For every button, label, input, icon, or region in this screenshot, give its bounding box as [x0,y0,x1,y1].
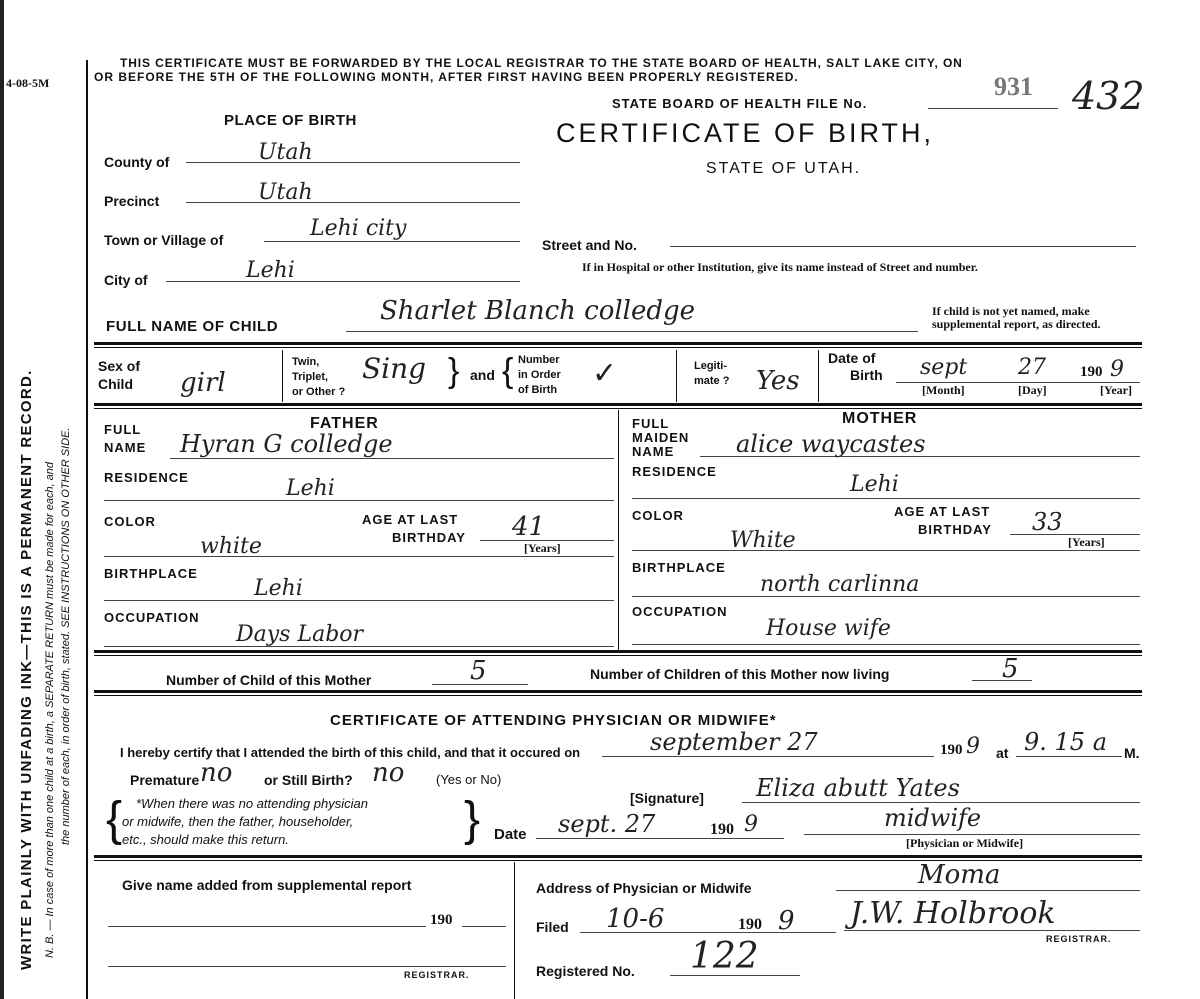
registered-label: Registered No. [536,963,635,979]
hospital-note: If in Hospital or other Institution, give its name instead of Street and number. [582,260,978,274]
legit-value: Yes [756,366,800,396]
father-birthplace-label: BIRTHPLACE [104,566,198,581]
mother-residence-value: Lehi [850,472,899,497]
county-label: County of [104,154,170,170]
sex-value: girl [180,368,226,398]
still-birth-value: no [372,758,405,788]
dob-label-1: Date of [828,350,876,366]
father-heading: FATHER [310,415,379,432]
legit-label-1: Legiti- [694,360,727,372]
cert-year-prefix: 190 [940,742,963,758]
twin-label-1: Twin, [292,356,320,368]
children-living-label: Number of Children of this Mother now living [590,666,890,682]
father-name-value: Hyran G colledge [180,430,393,458]
date-value: sept. 27 [558,810,656,838]
street-label: Street and No. [542,237,637,253]
premature-value: no [200,758,233,788]
child-name-label: FULL NAME OF CHILD [106,318,279,335]
city-label: City of [104,272,148,288]
mother-color-value: White [730,528,796,553]
filed-year-value: 9 [778,906,795,936]
mother-color-label: COLOR [632,508,684,523]
order-label-2: in Order [518,369,561,381]
father-name-label-1: FULL [104,422,142,437]
premature-label: Premature [130,772,200,788]
still-birth-label: or Still Birth? [264,772,353,788]
year-caption: [Year] [1100,383,1132,397]
instruction-line-1: THIS CERTIFICATE MUST BE FORWARDED BY THE LOCAL REGISTRAR TO THE STATE BOARD OF HEALTH, SALT LAKE CITY, ON [120,56,963,70]
and-label: and [470,367,495,383]
precinct-value: Utah [258,180,313,205]
mother-age-label-1: AGE AT LAST [894,504,991,519]
child-number-value: 5 [470,656,487,686]
instruction-line-2: OR BEFORE THE 5TH OF THE FOLLOWING MONTH, AFTER FIRST HAVING BEEN PROPERLY REGISTERED. [94,70,799,84]
role-value: midwife [884,804,982,832]
father-age-label-2: BIRTHDAY [392,530,466,545]
file-handwritten: 432 [1072,74,1145,118]
registrar-signature: J.W. Holbrook [850,896,1056,931]
order-label-1: Number [518,354,560,366]
address-value: Moma [918,860,1001,890]
day-caption: [Day] [1018,383,1047,397]
sex-label-1: Sex of [98,358,141,374]
month-caption: [Month] [922,383,965,397]
mother-heading: MOTHER [842,410,918,427]
mother-residence-label: RESIDENCE [632,464,717,479]
certificate-subtitle: STATE OF UTAH. [706,160,862,177]
registrar-caption-right: REGISTRAR. [1046,934,1112,944]
registrar-caption-left: REGISTRAR. [404,970,470,980]
father-years-caption: [Years] [524,541,561,555]
child-number-label: Number of Child of this Mother [166,672,372,688]
certify-text: I hereby certify that I attended the birth of this child, and that it occured on [120,745,581,760]
legit-label-2: mate ? [694,375,730,387]
children-living-value: 5 [1002,654,1019,684]
order-label-3: of Birth [518,384,558,396]
role-caption: [Physician or Midwife] [906,836,1024,850]
mother-occupation-label: OCCUPATION [632,604,728,619]
mother-name-value: alice waycastes [736,430,926,458]
mother-birthplace-label: BIRTHPLACE [632,560,726,575]
margin-note-2: the number of each, in order of birth, stated. SEE INSTRUCTIONS ON OTHER SIDE. [60,427,72,845]
supplemental-year: 190 [430,912,453,928]
mother-name-label-1: FULL [632,416,670,431]
physician-heading: CERTIFICATE OF ATTENDING PHYSICIAN OR MIDWIFE* [330,712,777,729]
form-code: 4-08-5M [6,76,50,90]
name-note-2: supplemental report, as directed. [932,317,1101,331]
mother-age-label-2: BIRTHDAY [918,522,992,537]
mother-years-caption: [Years] [1068,535,1105,549]
father-birthplace-value: Lehi [254,576,303,601]
father-age-label-1: AGE AT LAST [362,512,459,527]
twin-label-2: Triplet, [292,371,329,383]
town-value: Lehi city [310,216,407,241]
note-line-1: *When there was no attending physician [136,796,368,811]
father-residence-label: RESIDENCE [104,470,189,485]
note-brace-right: } [464,793,481,846]
mother-occupation-value: House wife [766,616,891,641]
signature-label: [Signature] [630,790,704,806]
sex-label-2: Child [98,376,133,392]
address-label: Address of Physician or Midwife [536,880,752,896]
father-name-label-2: NAME [104,440,147,455]
father-occupation-value: Days Labor [236,622,364,647]
town-label: Town or Village of [104,232,224,248]
m-label: M. [1124,745,1140,761]
note-line-2: or midwife, then the father, householder, [122,814,354,829]
mother-name-label-2: MAIDEN [632,430,690,445]
yes-no-label: (Yes or No) [436,772,502,787]
at-label: at [996,745,1009,761]
father-age-value: 41 [512,512,546,542]
note-line-3: etc., should make this return. [122,832,289,847]
county-value: Utah [258,140,313,165]
birth-date-value: september 27 [650,728,818,756]
margin-warning: WRITE PLAINLY WITH UNFADING INK—THIS IS A PERMANENT RECORD. [18,369,35,970]
file-no-label: STATE BOARD OF HEALTH FILE No. [612,96,868,111]
time-value: 9. 15 a [1024,728,1108,756]
certificate-title: CERTIFICATE OF BIRTH, [556,118,935,148]
name-note-1: If child is not yet named, make [932,304,1090,318]
father-residence-value: Lehi [286,476,335,501]
supplemental-label: Give name added from supplemental report [122,877,412,893]
file-stamp: 931 [994,72,1033,101]
twin-value: Sing [362,352,427,385]
dob-year: 9 [1110,357,1124,382]
mother-name-label-3: NAME [632,444,675,459]
mother-age-value: 33 [1032,508,1063,536]
twin-label-3: or Other ? [292,386,346,398]
child-name-value: Sharlet Blanch colledge [380,296,696,326]
filed-label: Filed [536,919,569,935]
registered-no-value: 122 [690,936,759,977]
date-year-value: 9 [744,812,758,837]
date-label: Date [494,826,527,843]
date-year-prefix: 190 [710,821,734,838]
margin-note-1: N. B. — In case of more than one child at a birth, a SEPARATE RETURN must be made for each, and [44,461,56,958]
note-brace-left: { [106,793,123,846]
dob-label-2: Birth [850,367,883,383]
filed-year-prefix: 190 [738,916,762,933]
father-color-label: COLOR [104,514,156,529]
father-occupation-label: OCCUPATION [104,610,200,625]
father-color-value: white [200,534,262,559]
brace-right: { [502,352,514,390]
brace-left: } [448,352,460,390]
dob-day: 27 [1018,355,1046,380]
filed-date-value: 10-6 [606,904,665,934]
place-heading: PLACE OF BIRTH [224,112,357,129]
dob-year-prefix: 190 [1080,364,1103,380]
precinct-label: Precinct [104,193,160,209]
signature-value: Eliza abutt Yates [756,774,960,802]
order-value: ✓ [592,356,618,391]
mother-birthplace-value: north carlinna [760,572,920,597]
dob-month: sept [920,355,968,380]
city-value: Lehi [246,258,295,283]
cert-year-value: 9 [966,734,980,759]
